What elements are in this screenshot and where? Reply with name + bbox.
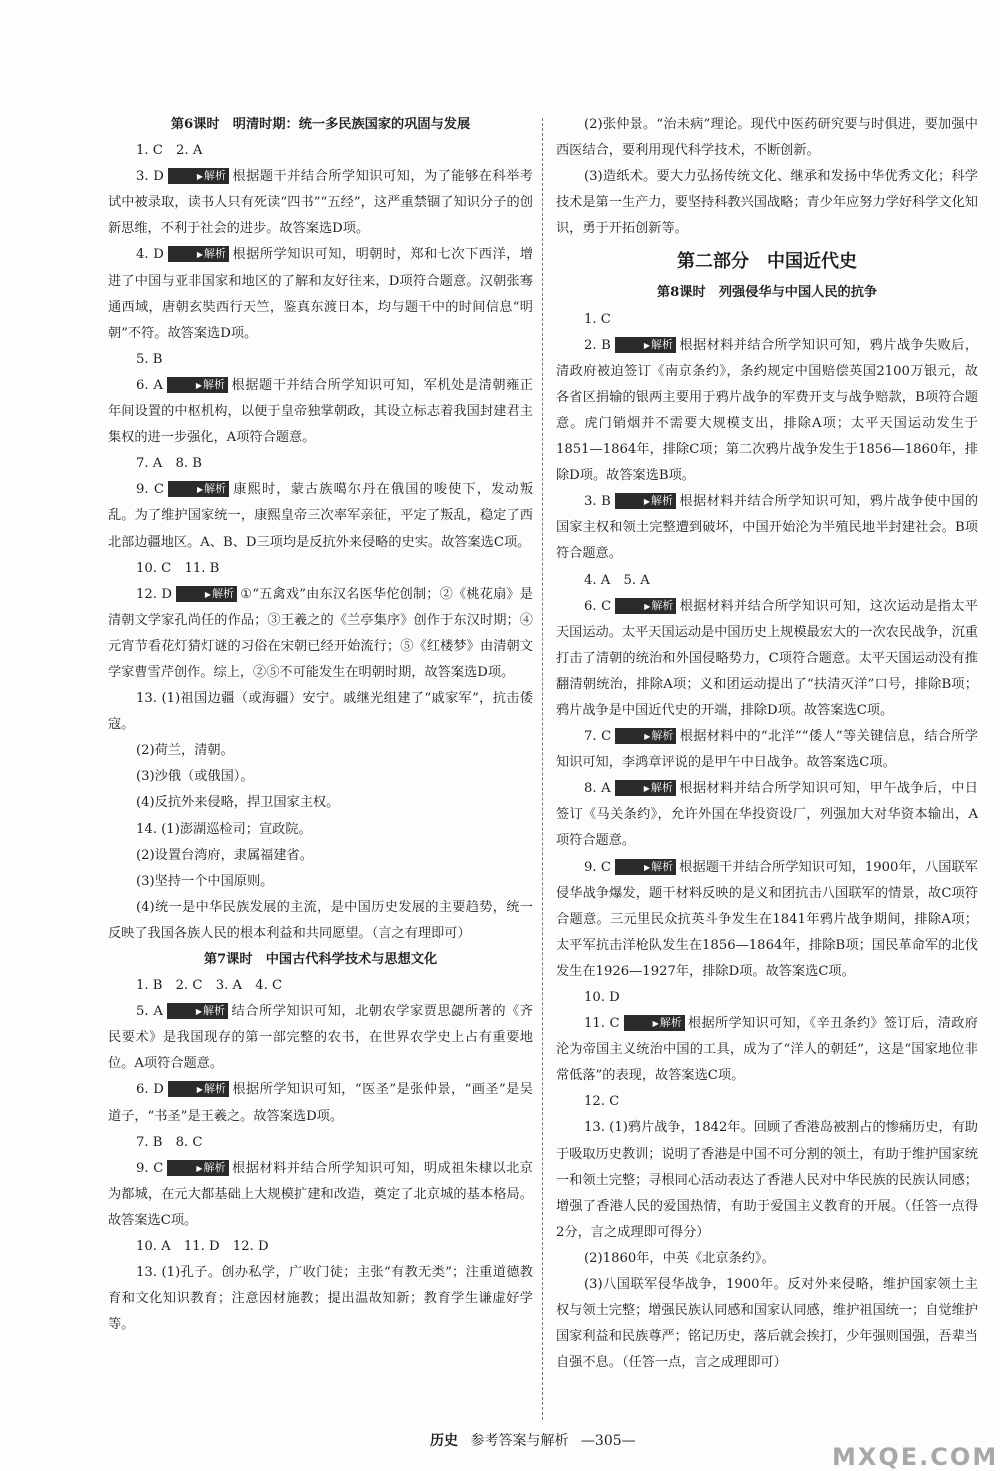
explanation-tag-label: 解析 [203, 1004, 225, 1018]
answer-line: (2)荷兰，清朝。 [136, 743, 234, 759]
answer-with-explanation [108, 582, 533, 686]
explanation-text: 根据材料并结合所学知识可知，鸦片战争失败后，清政府被迫签订《南京条约》，条约规定中国赔偿英国2100万银元，故各省区捐输的银两主要用于鸦片战争的军费开支与战争赔款，B项符合题意。虎门销烟并不需要大规模支出，排除A项；太平天国运动发生于1851—1864年，排除C项；第二次鸦片战争发生于1856—1860年，排除D项。故答案选B项。 [556, 337, 979, 484]
triangle-icon: ▶ [644, 732, 651, 742]
right-column [556, 112, 978, 1376]
answer-number: 3. D [136, 169, 164, 185]
explanation-text: 根据材料并结合所学知识可知，这次运动是指太平天国运动。太平天国运动是中国历史上规模最宏大的一次农民战争，沉重打击了清朝的统治和外国侵略势力，C项符合题意。太平天国运动没有推翻清朝统治，排除A项；义和团运动提出了“扶清灭洋”口号，排除B项；鸦片战争是中国近代史的开端，排除D项。故答案选C项。 [556, 598, 978, 718]
triangle-icon: ▶ [195, 380, 202, 390]
answer-line: 12. C [584, 1094, 620, 1110]
answer-number: 11. C [584, 1016, 620, 1032]
answer-number: 6. C [584, 598, 612, 614]
answer-line: (2)设置台湾府，隶属福建省。 [136, 847, 313, 863]
explanation-tag-label: 解析 [651, 859, 674, 873]
footer-label: 参考答案与解析 [470, 1433, 569, 1449]
answer-with-explanation [108, 242, 533, 346]
answer-with-explanation [556, 333, 978, 490]
answer-line: 10. A 11. D 12. D [136, 1239, 269, 1255]
answer-number: 5. A [136, 1004, 163, 1020]
triangle-icon: ▶ [196, 1085, 203, 1095]
answer-line: 13. (1)鸦片战争，1842年。回顾了香港岛被割占的惨痛历史，有助于吸取历史教训；说明了香港是中国不可分割的领土，有助于维护国家统一和领土完整；寻根同心活动表达了香港人民对中华民族的民族认同感；增强了香港人民的爱国热情，有助于爱国主义教育的开展。（任答一点得2分，言之成理即可得分） [556, 1120, 978, 1240]
explanation-tag [167, 1160, 228, 1176]
answer-line: 1. C [584, 311, 611, 327]
explanation-tag-label: 解析 [650, 781, 673, 795]
page-number: —305— [580, 1433, 636, 1449]
lesson-heading: 第7课时 中国古代科学技术与思想文化 [203, 952, 438, 967]
triangle-icon: ▶ [643, 862, 651, 872]
explanation-text: 根据题干并结合所学知识可知，为了能够在科举考试中被录取，读书人只有死读“四书”“五经”，这严重禁锢了知识分子的创新思维，不利于社会的进步。故答案选D项。 [108, 169, 533, 237]
explanation-text: 根据材料并结合所学知识可知，明成祖朱棣以北京为都城，在元大都基础上大规模扩建和改造，奠定了北京城的基本格局。故答案选C项。 [108, 1160, 533, 1228]
answer-line: 10. D [584, 990, 620, 1005]
answer-with-explanation [108, 164, 533, 242]
explanation-tag [167, 377, 228, 393]
explanation-tag [615, 859, 676, 875]
answer-line: (2)1860年，中英《北京条约》。 [584, 1250, 775, 1266]
explanation-tag-label: 解析 [651, 598, 674, 612]
triangle-icon: ▶ [643, 784, 650, 794]
answer-line: (3)八国联军侵华战争，1900年。反对外来侵略，维护国家领土主权与领土完整；增强民族认同感和国家认同感，维护祖国统一；自觉维护国家利益和民族尊严；铭记历史，落后就会挨打，少年强则国强，吾辈当自强不息。（任答一点，言之成理即可） [556, 1277, 978, 1371]
explanation-text: 根据材料中的“北洋”“倭人”等关键信息，结合所学知识可知，李鸿章评说的是甲午中日战争。故答案选C项。 [556, 729, 978, 771]
answer-with-explanation [556, 724, 978, 776]
explanation-text: 根据材料并结合所学知识可知，鸦片战争使中国的国家主权和领土完整遭到破坏，中国开始沦为半殖民地半封建社会。B项符合题意。 [556, 494, 979, 562]
explanation-tag [615, 598, 676, 614]
page-footer [430, 1430, 690, 1450]
triangle-icon: ▶ [195, 1007, 202, 1017]
answer-with-explanation [108, 1156, 533, 1234]
explanation-tag [168, 1081, 229, 1097]
answer-line: 1. C 2. A [136, 143, 203, 159]
explanation-text: 康熙时，蒙古族噶尔丹在俄国的唆使下，发动叛乱。为了维护国家统一，康熙皇帝三次率军亲征，平定了叛乱，稳定了西北部边疆地区。A、B、D三项均是反抗外来侵略的史实。故答案选C项。 [108, 482, 534, 550]
answer-number: 8. A [584, 781, 611, 797]
answer-with-explanation [108, 999, 533, 1077]
answer-line: 5. B [136, 351, 163, 367]
explanation-tag-label: 解析 [651, 337, 674, 351]
triangle-icon: ▶ [652, 1019, 659, 1029]
footer-subject: 历史 [430, 1433, 458, 1449]
explanation-text: 根据所学知识可知，明朝时，郑和七次下西洋，增进了中国与亚非国家和地区的了解和友好往来，D项符合题意。汉朝张骞通西域，唐朝玄奘西行天竺，鉴真东渡日本，均与题干中的时间信息“明朝”不符。故答案选D项。 [108, 247, 533, 341]
answer-line: 1. B 2. C 3. A 4. C [136, 978, 283, 994]
answer-line: 13. (1)孔子。创办私学，广收门徒；主张“有教无类”；注重道德教育和文化知识教育；注意因材施教；提出温故知新；教育学生谦虚好学等。 [108, 1265, 533, 1333]
answer-with-explanation [556, 594, 978, 724]
explanation-tag-label: 解析 [203, 1082, 226, 1096]
answer-line: 7. B 8. C [136, 1134, 203, 1150]
answer-line: 13. (1)祖国边疆（或海疆）安宁。戚继光组建了“戚家军”，抗击倭寇。 [108, 691, 533, 733]
answer-line: (3)沙俄（或俄国）。 [136, 769, 254, 785]
answer-line: 7. A 8. B [136, 456, 202, 472]
explanation-tag-label: 解析 [651, 494, 674, 508]
answer-line: (3)坚持一个中国原则。 [136, 873, 274, 889]
part-heading: 第二部分 中国近代史 [677, 251, 857, 273]
explanation-tag-label: 解析 [651, 729, 674, 743]
answer-number: 4. D [136, 247, 164, 263]
explanation-tag [615, 493, 676, 509]
watermark-logo: MXQE.COM [832, 1443, 999, 1471]
answer-number: 7. C [584, 729, 612, 745]
answer-line: 10. C 11. B [136, 560, 220, 576]
explanation-text: 根据材料并结合所学知识可知，甲午战争后，中日签订《马关条约》，允许外国在华投资设厂，列强加大对华资本输出，A项符合题意。 [556, 781, 978, 849]
explanation-tag-label: 解析 [212, 586, 235, 600]
left-column [108, 112, 533, 1338]
answer-number: 3. B [584, 494, 611, 510]
explanation-tag-label: 解析 [659, 1016, 682, 1030]
explanation-tag-label: 解析 [204, 169, 226, 183]
explanation-text: 根据题干并结合所学知识可知，军机处是清朝雍正年间设置的中枢机构，以便于皇帝独掌朝政，其设立标志着我国封建君主集权的进一步强化，A项符合题意。 [108, 377, 533, 446]
answer-number: 2. B [584, 337, 611, 353]
answer-with-explanation [556, 489, 978, 567]
answer-line: 4. A 5. A [584, 572, 650, 588]
answer-line: (4)统一是中华民族发展的主流，是中国历史发展的主要趋势，统一反映了我国各族人民的根本利益和共同愿望。（言之有理即可） [108, 899, 533, 941]
answer-number: 9. C [136, 482, 165, 498]
answer-number: 6. D [136, 1082, 164, 1098]
answer-with-explanation [556, 776, 978, 854]
explanation-tag [615, 728, 676, 744]
column-divider [542, 118, 543, 1420]
answer-with-explanation [108, 1077, 533, 1129]
explanation-tag-label: 解析 [203, 1160, 226, 1174]
explanation-tag-label: 解析 [204, 247, 226, 261]
answer-with-explanation [108, 373, 533, 451]
lesson-heading: 第8课时 列强侵华与中国人民的抗争 [656, 285, 878, 301]
explanation-text: 根据所学知识可知，《辛丑条约》签订后，清政府沦为帝国主义统治中国的工具，成为了“洋人的朝廷”，这是“国家地位非常低落”的表现，故答案选C项。 [556, 1016, 978, 1084]
triangle-icon: ▶ [197, 485, 204, 495]
explanation-text: 根据所学知识可知，“医圣”是张仲景，“画圣”是吴道子，“书圣”是王羲之。故答案选D项。 [108, 1082, 533, 1124]
triangle-icon: ▶ [196, 250, 203, 260]
explanation-tag [624, 1015, 685, 1031]
explanation-tag-label: 解析 [204, 482, 227, 496]
triangle-icon: ▶ [644, 601, 651, 611]
explanation-text: 结合所学知识可知，北朝农学家贾思勰所著的《齐民要术》是我国现存的第一部完整的农书，在世界农学史上占有重要地位。A项符合题意。 [108, 1004, 533, 1072]
answer-line: (3)造纸术。要大力弘扬传统文化、继承和发扬中华优秀文化；科学技术是第一生产力，要坚持科教兴国战略；青少年应努力学好科学文化知识，勇于开拓创新等。 [556, 169, 978, 237]
explanation-tag [168, 246, 229, 262]
answer-with-explanation [556, 855, 978, 985]
answer-with-explanation [108, 477, 533, 555]
answer-with-explanation [556, 1011, 978, 1089]
triangle-icon: ▶ [196, 1163, 203, 1173]
answer-number: 12. D [136, 586, 172, 602]
explanation-tag [168, 168, 229, 184]
explanation-text: ①“五禽戏”由东汉名医华佗创制；②《桃花扇》是清朝文学家孔尚任的作品；③王羲之的《兰亭集序》创作于东汉时期；④元宵节看花灯猜灯谜的习俗在宋朝已经开始流行；⑤《红楼梦》由清朝文学家曹雪芹创作。综上，②⑤不可能发生在明朝时期，故答案选D项。 [108, 586, 533, 680]
explanation-text: 根据题干并结合所学知识可知，1900年，八国联军侵华战争爆发，题干材料反映的是义和团抗击八国联军的情景，故C项符合题意。三元里民众抗英斗争发生在1841年鸦片战争期间，排除A项；太平军抗击洋枪队发生在1856—1864年，排除B项；国民革命军的北伐发生在1926—1927年，排除D项。故答案选C项。 [556, 859, 978, 979]
explanation-tag [615, 780, 676, 796]
triangle-icon: ▶ [196, 172, 203, 182]
lesson-heading: 第6课时 明清时期：统一多民族国家的巩固与发展 [170, 117, 471, 132]
explanation-tag-label: 解析 [203, 377, 225, 391]
triangle-icon: ▶ [204, 589, 212, 599]
triangle-icon: ▶ [643, 497, 651, 507]
explanation-tag [615, 337, 676, 353]
answer-line: 14. (1)澎湖巡检司；宣政院。 [136, 821, 312, 837]
answer-number: 6. A [136, 377, 163, 393]
triangle-icon: ▶ [643, 340, 651, 350]
explanation-tag [168, 481, 229, 497]
explanation-tag [176, 586, 237, 602]
answer-line: (4)反抗外来侵略，捍卫国家主权。 [136, 795, 340, 811]
answer-line: (2)张仲景。“治未病”理论。现代中医药研究要与时俱进，要加强中西医结合，要利用现代科学技术，不断创新。 [556, 117, 978, 159]
answer-number: 9. C [136, 1160, 164, 1176]
answer-number: 9. C [584, 859, 611, 875]
explanation-tag [167, 1003, 228, 1019]
